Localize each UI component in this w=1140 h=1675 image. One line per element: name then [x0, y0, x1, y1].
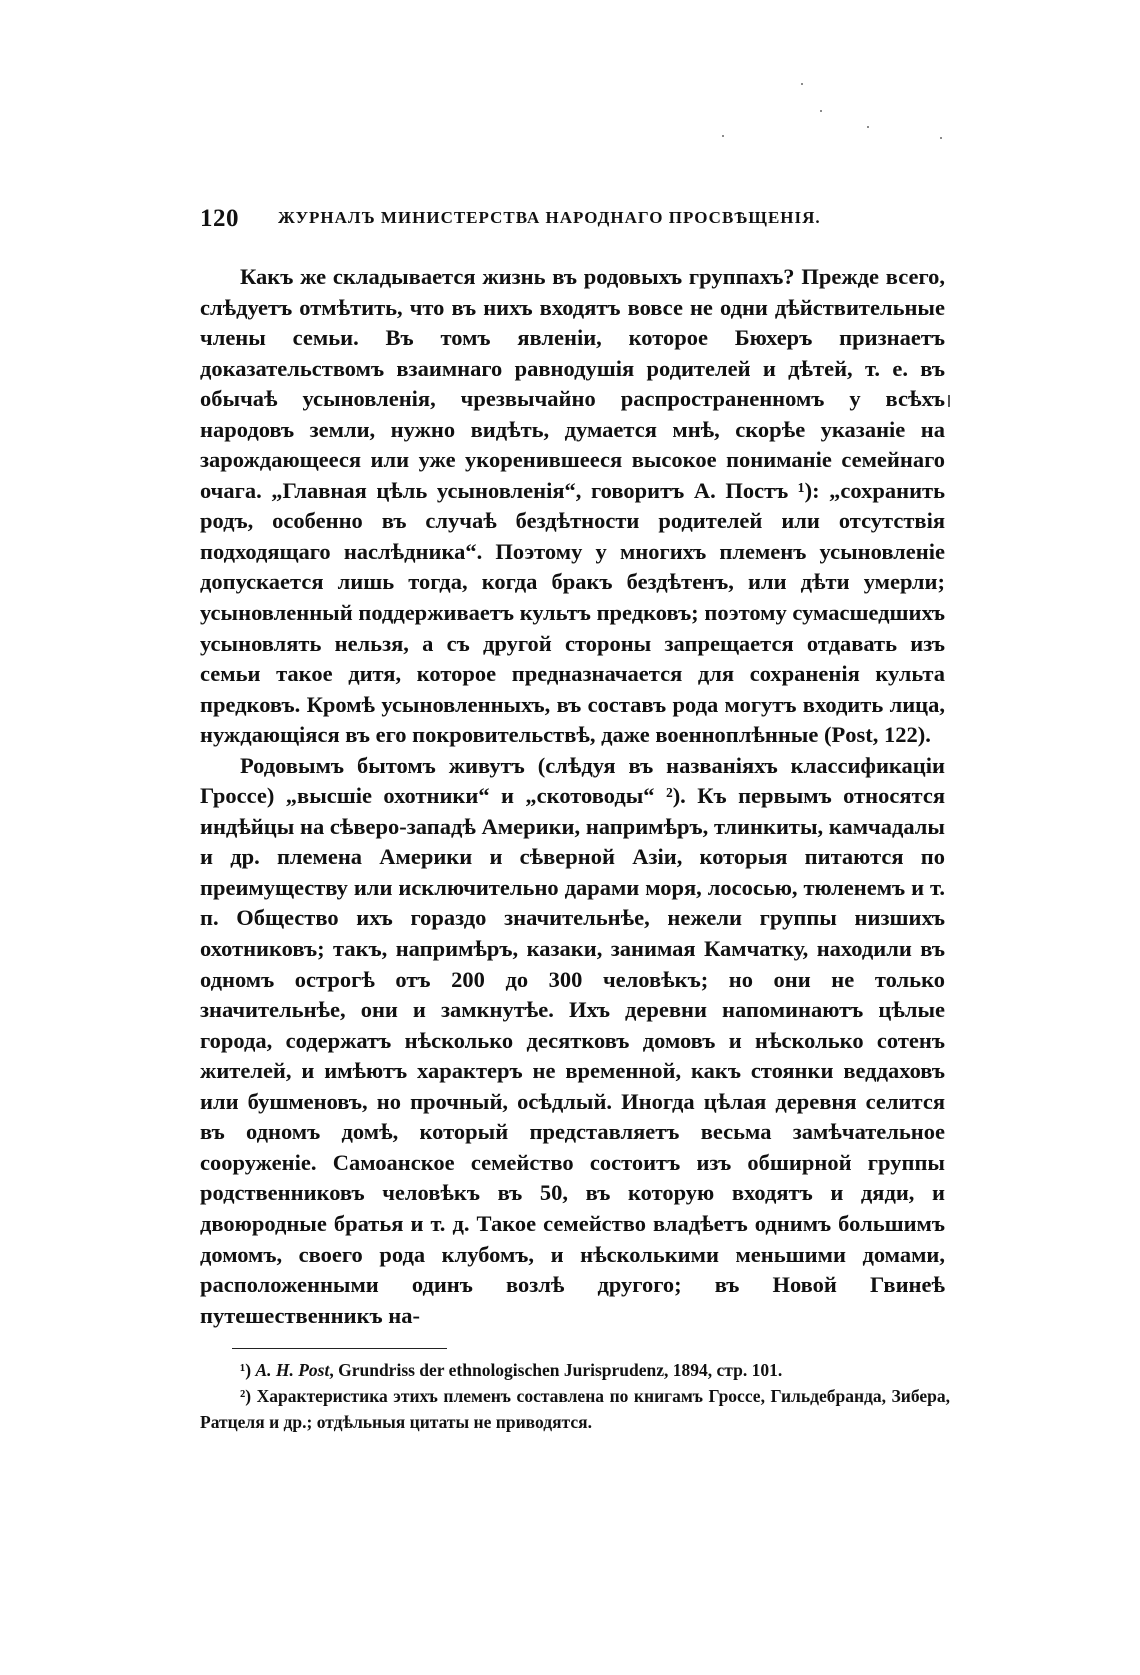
footnote-1-text: , Grundriss der ethnologischen Jurisprudenz, 1894, стр. 101.	[329, 1360, 783, 1380]
journal-title: ЖУРНАЛЪ МИНИСТЕРСТВА НАРОДНАГО ПРОСВѢЩЕНІЯ.	[278, 208, 821, 227]
footnote-2-marker: ²)	[240, 1386, 252, 1406]
page-number: 120	[200, 205, 239, 232]
print-speck	[820, 110, 822, 112]
footnote-divider	[232, 1348, 447, 1349]
footnote-2-text: Характеристика этихъ племенъ составлена по книгамъ Гроссе, Гильдебранда, Зибера, Ратцеля и др.; отдѣльныя цитаты не приводятся.	[200, 1386, 951, 1432]
footnote-1-author: А. H. Post	[255, 1360, 330, 1380]
margin-mark	[948, 395, 950, 407]
print-speck	[940, 137, 942, 139]
footnote-1	[200, 1357, 950, 1383]
running-head	[200, 205, 950, 239]
paragraph-1: Какъ же складывается жизнь въ родовыхъ группахъ? Прежде всего, слѣдуетъ отмѣтить, что въ нихъ входятъ вовсе не одни дѣйствительные члены семьи. Въ томъ явленіи, которое Бюхеръ признаетъ доказательствомъ взаимнаго равнодушія родителей и дѣтей, т. е. въ обычаѣ усыновленія, чрезвычайно распространенномъ у всѣхъ народовъ земли, нужно видѣть, думается мнѣ, скорѣе указаніе на зарождающееся или уже укоренившееся высокое пониманіе семейнаго очага. „Главная цѣль усыновленія“, говоритъ А. Постъ ¹): „сохранить родъ, особенно въ случаѣ бездѣтности родителей или отсутствія подходящаго наслѣдника“. Поэтому у многихъ племенъ усыновленіе допускается лишь тогда, когда бракъ бездѣтенъ, или дѣти умерли; усыновленный поддерживаетъ культъ предковъ; поэтому сумасшедшихъ усыновлять нельзя, а съ другой стороны запрещается отдавать изъ семьи такое дитя, которое предназначается для сохраненія культа предковъ. Кромѣ усыновленныхъ, въ составъ рода могутъ входить лица, нуждающіяся въ его покровительствѣ, даже военноплѣнные (Post, 122).	[200, 264, 945, 748]
footnote-2	[200, 1383, 950, 1435]
main-text	[200, 262, 945, 1331]
print-speck	[801, 83, 803, 85]
print-speck	[867, 126, 869, 128]
paragraph-2: Родовымъ бытомъ живутъ (слѣдуя въ названіяхъ классификаціи Гроссе) „высшіе охотники“ и „скотоводы“ ²). Къ первымъ относятся индѣйцы на сѣверо-западѣ Америки, напримѣръ, тлинкиты, камчадалы и др. племена Америки и сѣверной Азіи, которыя питаются по преимуществу или исключительно дарами моря, лососью, тюленемъ и т. п. Общество ихъ гораздо значительнѣе, нежели группы низшихъ охотниковъ; такъ, напримѣръ, казаки, занимая Камчатку, находили въ одномъ острогѣ отъ 200 до 300 человѣкъ; но они не только значительнѣе, они и замкнутѣе. Ихъ деревни напоминаютъ цѣлые города, содержатъ нѣсколько десятковъ домовъ и нѣсколько сотенъ жителей, и имѣютъ характеръ не временной, какъ стоянки веддаховъ или бушменовъ, но прочный, осѣдлый. Иногда цѣлая деревня селится въ одномъ домѣ, который представляетъ весьма замѣчательное сооруженіе. Самоанское семейство состоитъ изъ обширной группы родственниковъ человѣкъ въ 50, въ которую входятъ и дяди, и двоюродные братья и т. д. Такое семейство владѣетъ однимъ большимъ домомъ, своего рода клубомъ, и нѣсколькими меньшими домами, расположенными одинъ возлѣ другого; въ Новой Гвинеѣ путешественникъ на-	[200, 752, 945, 1328]
footnotes	[200, 1357, 950, 1435]
print-speck	[722, 135, 724, 137]
footnote-1-marker: ¹)	[240, 1360, 252, 1380]
